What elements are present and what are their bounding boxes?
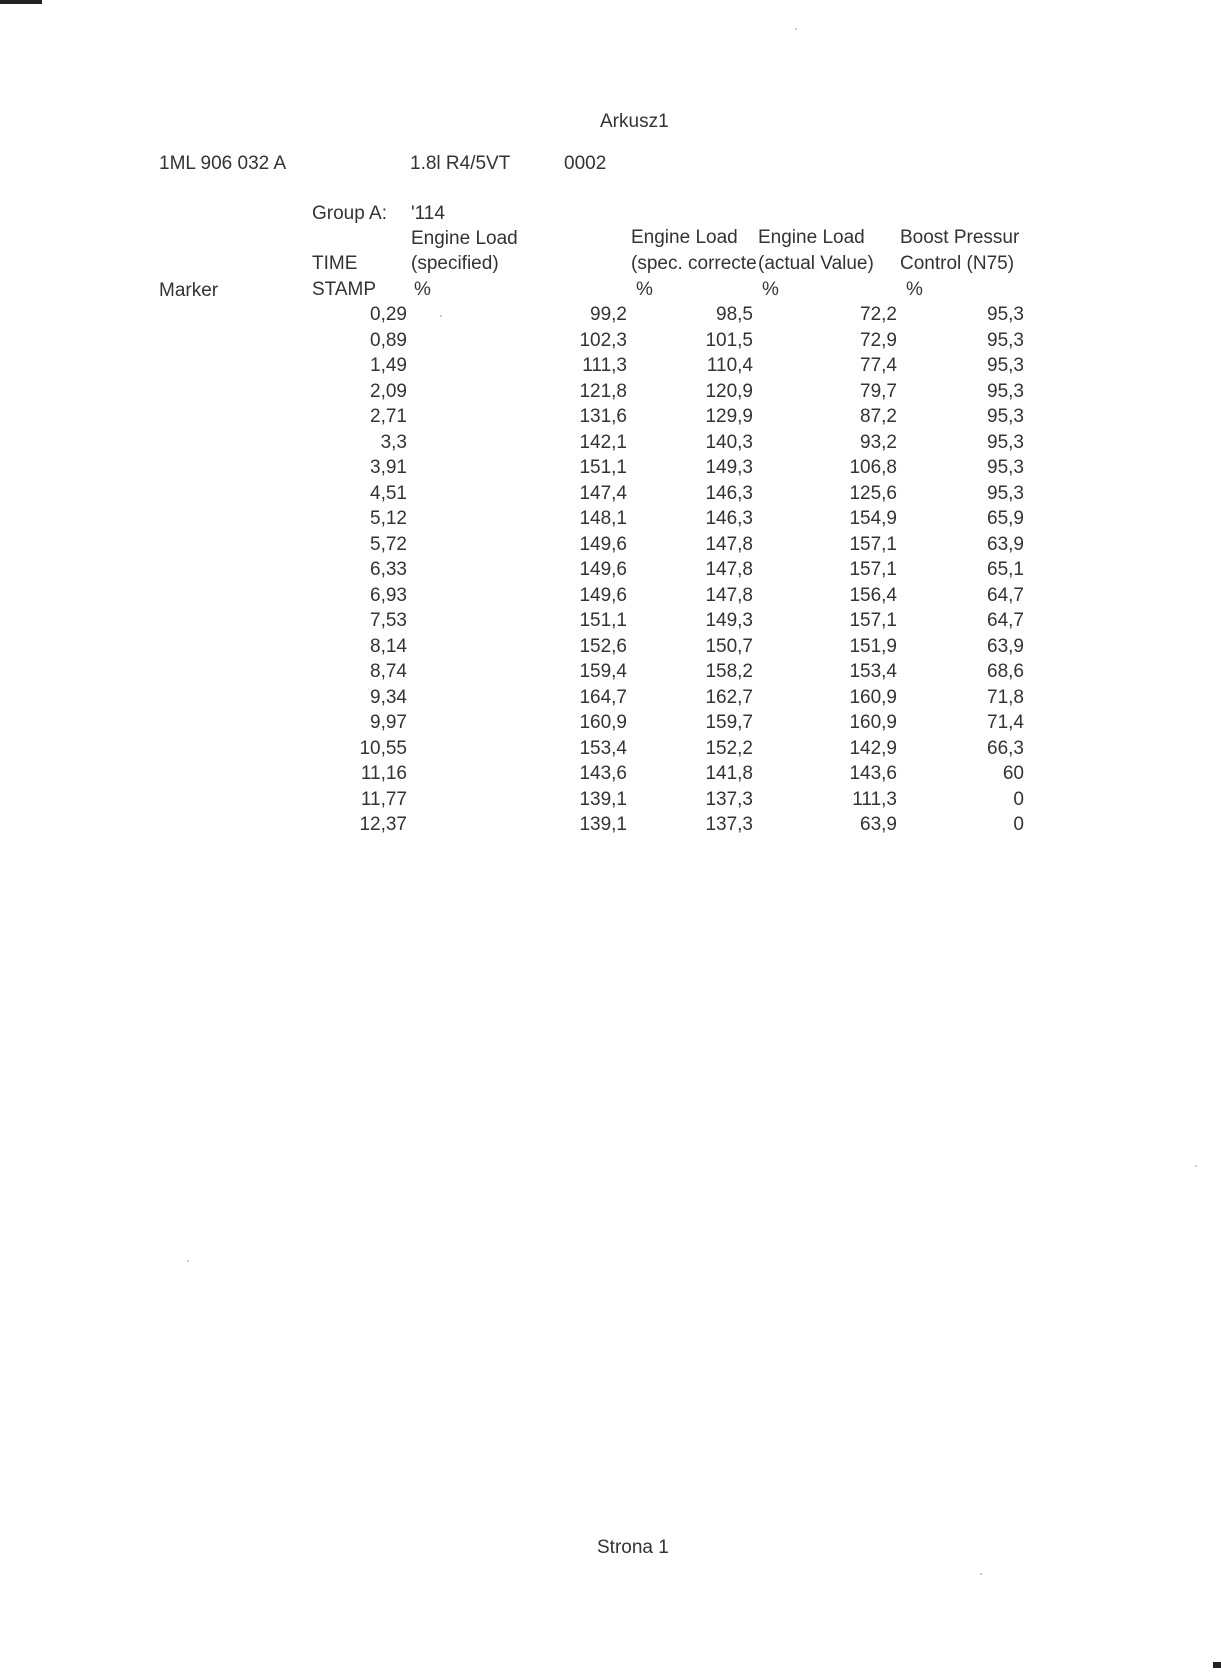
boost-control-cell: 95,3 [987,431,1024,453]
engine-load-specified-cell: 142,1 [579,431,627,453]
engine-load-actual-cell: 160,9 [849,686,897,708]
boost-control-cell: 95,3 [987,482,1024,504]
col1-header-unit: % [414,279,431,300]
sheet-title: Arkusz1 [600,111,669,132]
time-stamp-cell: 6,33 [370,559,407,580]
time-stamp-cell: 3,3 [380,431,407,453]
boost-control-cell: 95,3 [987,329,1024,351]
time-stamp-cell: 3,91 [370,457,407,478]
time-stamp-cell: 7,53 [370,610,407,631]
table-row [0,304,1221,330]
col3-header-line1: Engine Load [758,227,865,248]
engine-load-actual-cell: 157,1 [849,610,897,631]
col2-header-line2: (spec. correcte [631,253,757,274]
page-footer: Strona 1 [597,1537,669,1558]
table-row [0,814,1221,840]
time-stamp-cell: 11,16 [360,763,407,784]
engine-load-specified-cell: 121,8 [579,380,627,402]
engine-load-actual-cell: 106,8 [849,457,897,478]
table-row [0,687,1221,713]
table-row [0,712,1221,738]
engine-load-specified-cell: 160,9 [579,712,627,733]
record-code: 0002 [564,153,607,174]
engine-load-specified-cell: 159,4 [579,661,627,682]
engine-load-corrected-cell: 146,3 [705,508,753,529]
boost-control-cell: 63,9 [987,533,1024,555]
boost-control-cell: 66,3 [987,737,1024,759]
engine-load-actual-cell: 157,1 [849,533,897,555]
engine-load-specified-cell: 139,1 [579,814,627,835]
engine-load-corrected-cell: 110,4 [706,355,753,376]
engine-load-specified-cell: 153,4 [579,737,627,759]
engine-load-actual-cell: 93,2 [860,431,897,453]
time-stamp-cell: 2,71 [370,406,407,427]
boost-control-cell: 64,7 [987,584,1024,606]
engine-load-corrected-cell: 147,8 [705,533,753,555]
engine-load-specified-cell: 131,6 [579,406,627,427]
col3-header-unit: % [762,279,779,300]
time-stamp-cell: 5,12 [370,508,407,529]
engine-load-corrected-cell: 101,5 [705,329,753,351]
scan-corner-mark-bottom [1213,1662,1221,1668]
time-stamp-cell: 11,77 [360,788,407,810]
table-row [0,457,1221,483]
col1-header-line1: Engine Load [411,228,518,249]
engine-load-specified-cell: 151,1 [579,457,627,478]
engine-load-specified-cell: 99,2 [590,304,627,325]
boost-control-cell: 0 [1013,788,1024,810]
time-stamp-cell: 2,09 [370,380,407,402]
engine-load-corrected-cell: 146,3 [705,482,753,504]
table-row [0,355,1221,381]
scan-speck [187,1260,189,1262]
table-row [0,789,1221,815]
group-label: Group A: [312,203,387,224]
engine-load-specified-cell: 164,7 [579,686,627,708]
engine-load-corrected-cell: 149,3 [705,457,753,478]
engine-load-actual-cell: 154,9 [849,508,897,529]
engine-load-corrected-cell: 150,7 [705,635,753,657]
part-number: 1ML 906 032 A [159,153,287,174]
time-header-line2: TIME [312,253,358,274]
table-row [0,432,1221,458]
col4-header-line2: Control (N75) [900,253,1015,274]
engine-load-actual-cell: 111,3 [852,788,897,810]
marker-header: Marker [159,280,219,301]
engine-load-corrected-cell: 98,5 [716,304,753,325]
engine-load-actual-cell: 143,6 [849,763,897,784]
engine-load-actual-cell: 87,2 [860,406,897,427]
engine-load-specified-cell: 149,6 [579,584,627,606]
time-stamp-cell: 9,34 [370,686,407,708]
engine-load-specified-cell: 139,1 [579,788,627,810]
table-row [0,661,1221,687]
boost-control-cell: 65,1 [987,559,1024,580]
data-table [0,304,1221,840]
time-stamp-cell: 12,37 [359,814,407,835]
boost-control-cell: 63,9 [987,635,1024,657]
engine-load-corrected-cell: 162,7 [705,686,753,708]
boost-control-cell: 64,7 [987,610,1024,631]
engine-load-actual-cell: 79,7 [860,380,897,402]
table-row [0,585,1221,611]
engine-load-specified-cell: 102,3 [579,329,627,351]
col4-header-line1: Boost Pressur [900,227,1020,248]
engine-load-corrected-cell: 158,2 [705,661,753,682]
col4-header-unit: % [906,279,923,300]
scan-speck [980,1573,982,1575]
engine-load-actual-cell: 151,9 [849,635,897,657]
engine-load-corrected-cell: 159,7 [705,712,753,733]
time-header-line3: STAMP [312,279,377,300]
time-stamp-cell: 5,72 [370,533,407,555]
time-stamp-cell: 8,74 [370,661,407,682]
col2-header-unit: % [636,279,653,300]
engine-load-actual-cell: 157,1 [849,559,897,580]
engine-load-actual-cell: 77,4 [860,355,897,376]
engine-load-actual-cell: 160,9 [849,712,897,733]
engine-load-corrected-cell: 120,9 [705,380,753,402]
engine-load-specified-cell: 149,6 [579,559,627,580]
scan-speck [795,28,797,30]
boost-control-cell: 0 [1013,814,1024,835]
engine-load-specified-cell: 148,1 [579,508,627,529]
table-row [0,330,1221,356]
engine-load-actual-cell: 156,4 [849,584,897,606]
col3-header-line2: (actual Value) [758,253,874,274]
engine-load-specified-cell: 143,6 [579,763,627,784]
time-stamp-cell: 9,97 [370,712,407,733]
engine-load-corrected-cell: 141,8 [705,763,753,784]
engine-load-specified-cell: 147,4 [579,482,627,504]
engine-load-corrected-cell: 149,3 [705,610,753,631]
table-row [0,534,1221,560]
time-stamp-cell: 10,55 [359,737,407,759]
table-row [0,381,1221,407]
engine-load-specified-cell: 149,6 [579,533,627,555]
engine-load-corrected-cell: 147,8 [705,584,753,606]
group-number: '114 [411,203,445,224]
boost-control-cell: 95,3 [987,406,1024,427]
table-row [0,738,1221,764]
engine-spec: 1.8l R4/5VT [410,153,511,174]
boost-control-cell: 71,8 [987,686,1024,708]
table-row [0,483,1221,509]
engine-load-corrected-cell: 140,3 [705,431,753,453]
time-stamp-cell: 4,51 [370,482,407,504]
engine-load-actual-cell: 63,9 [860,814,897,835]
engine-load-actual-cell: 142,9 [849,737,897,759]
table-row [0,406,1221,432]
time-stamp-cell: 8,14 [370,635,407,657]
col2-header-line1: Engine Load [631,227,738,248]
engine-load-corrected-cell: 152,2 [705,737,753,759]
boost-control-cell: 65,9 [987,508,1024,529]
engine-load-specified-cell: 151,1 [579,610,627,631]
engine-load-corrected-cell: 147,8 [705,559,753,580]
time-stamp-cell: 0,89 [370,329,407,351]
time-stamp-cell: 6,93 [370,584,407,606]
boost-control-cell: 95,3 [987,380,1024,402]
table-row [0,559,1221,585]
time-stamp-cell: 1,49 [370,355,407,376]
boost-control-cell: 71,4 [987,712,1024,733]
engine-load-specified-cell: 152,6 [579,635,627,657]
table-row [0,610,1221,636]
table-row [0,636,1221,662]
engine-load-corrected-cell: 137,3 [705,788,753,810]
table-row [0,763,1221,789]
boost-control-cell: 68,6 [987,661,1024,682]
scan-speck [1195,1165,1197,1167]
engine-load-actual-cell: 72,2 [860,304,897,325]
boost-control-cell: 60 [1002,763,1024,784]
engine-load-actual-cell: 72,9 [860,329,897,351]
table-row [0,508,1221,534]
col1-header-line2: (specified) [411,253,499,274]
time-stamp-cell: 0,29 [370,304,407,325]
boost-control-cell: 95,3 [987,457,1024,478]
engine-load-corrected-cell: 137,3 [705,814,753,835]
boost-control-cell: 95,3 [987,304,1024,325]
engine-load-corrected-cell: 129,9 [705,406,753,427]
engine-load-specified-cell: 111,3 [582,355,627,376]
scan-corner-mark [0,0,42,4]
engine-load-actual-cell: 153,4 [849,661,897,682]
engine-load-actual-cell: 125,6 [849,482,897,504]
boost-control-cell: 95,3 [987,355,1024,376]
